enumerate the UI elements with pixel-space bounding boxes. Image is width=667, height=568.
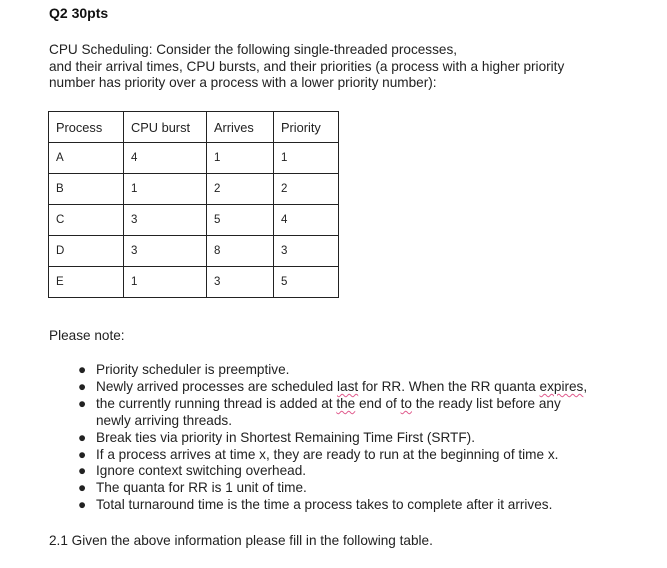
question-intro <box>49 42 649 92</box>
header-arrives: Arrives <box>207 112 274 143</box>
list-item <box>78 395 656 413</box>
table-row <box>49 143 339 174</box>
spellcheck-word[interactable]: the <box>336 395 356 411</box>
cell-process: E <box>49 267 124 298</box>
note-text: end of <box>355 395 401 411</box>
intro-line-1: CPU Scheduling: Consider the following single-threaded processes, <box>49 42 458 57</box>
header-priority: Priority <box>274 112 339 143</box>
bullet-icon: ● <box>78 362 87 377</box>
note-text: newly arriving threads. <box>96 412 232 428</box>
list-item <box>78 497 656 514</box>
cell-arrives: 2 <box>207 174 274 205</box>
cell-burst: 1 <box>124 267 207 298</box>
cell-process: D <box>49 236 124 267</box>
cell-priority: 1 <box>274 143 339 174</box>
cell-priority: 4 <box>274 205 339 236</box>
cell-priority: 3 <box>274 236 339 267</box>
cell-arrives: 1 <box>207 143 274 174</box>
table-row <box>49 236 339 267</box>
list-item <box>78 480 656 497</box>
bullet-icon: ● <box>78 463 87 479</box>
table-row <box>49 174 339 205</box>
intro-line-3: number has priority over a process with a lower priority number): <box>49 75 437 90</box>
note-text: , <box>583 378 588 394</box>
list-item <box>78 463 656 480</box>
list-item <box>78 446 656 464</box>
header-process: Process <box>49 112 124 143</box>
cell-arrives: 3 <box>207 267 274 298</box>
note-text: Break ties via priority in Shortest Remaining Time First (SRTF). <box>96 429 475 445</box>
bullet-icon: ● <box>78 378 87 394</box>
note-text: Newly arrived processes are scheduled <box>96 378 338 394</box>
table-row <box>49 205 339 236</box>
bullet-icon: ● <box>78 446 87 462</box>
question-title: Q2 30pts <box>49 5 109 21</box>
cell-burst: 1 <box>124 174 207 205</box>
note-text: The quanta for RR is 1 unit of time. <box>96 480 307 496</box>
list-item <box>78 378 656 396</box>
note-text: for RR. When the RR quanta <box>358 378 540 394</box>
cell-process: A <box>49 143 124 174</box>
note-text: If a process arrives at time x, they are ready to run at the beginning of time x. <box>96 446 559 462</box>
cell-priority: 5 <box>274 267 339 298</box>
bullet-icon: ● <box>78 480 87 496</box>
process-table <box>48 111 339 298</box>
bullet-icon: ● <box>78 429 87 445</box>
cell-arrives: 5 <box>207 205 274 236</box>
cell-arrives: 8 <box>207 236 274 267</box>
cell-burst: 3 <box>124 205 207 236</box>
cell-process: C <box>49 205 124 236</box>
note-text: Ignore context switching overhead. <box>96 463 307 479</box>
notes-list <box>78 362 656 514</box>
note-text: Priority scheduler is preemptive. <box>96 362 290 377</box>
spellcheck-word[interactable]: last <box>337 378 359 394</box>
note-text: the currently running thread is added at <box>96 395 337 411</box>
list-item-continuation <box>96 413 656 430</box>
bullet-icon: ● <box>78 497 87 513</box>
cell-priority: 2 <box>274 174 339 205</box>
cell-burst: 3 <box>124 236 207 267</box>
cell-burst: 4 <box>124 143 207 174</box>
list-item <box>78 362 656 379</box>
footer-instruction: 2.1 Given the above information please fill in the following table. <box>49 533 433 548</box>
table-header-row <box>49 112 339 143</box>
cell-process: B <box>49 174 124 205</box>
bullet-icon: ● <box>78 395 87 411</box>
notes-label: Please note: <box>49 328 125 343</box>
intro-line-2: and their arrival times, CPU bursts, and their priorities (a process with a higher priority <box>49 58 565 74</box>
table-row <box>49 267 339 298</box>
header-cpu-burst: CPU burst <box>124 112 207 143</box>
note-text: Total turnaround time is the time a process takes to complete after it arrives. <box>96 497 553 513</box>
spellcheck-word[interactable]: to <box>400 395 412 411</box>
note-text: the ready list before any <box>411 395 561 411</box>
list-item <box>78 429 656 447</box>
spellcheck-word[interactable]: expires <box>539 378 584 394</box>
